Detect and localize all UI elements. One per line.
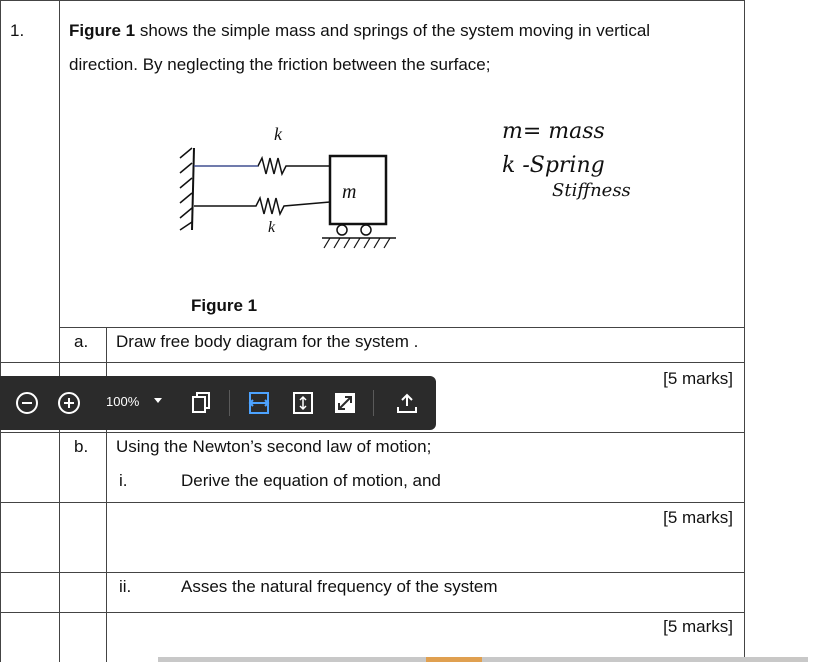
part-a-label: a. — [74, 332, 89, 351]
table-col-divider — [59, 0, 60, 662]
pdf-toolbar — [0, 376, 436, 430]
fit-width-icon — [247, 391, 271, 415]
fit-page-button[interactable] — [290, 390, 316, 416]
wheel-right — [361, 225, 371, 235]
part-bi-label: i. — [119, 471, 128, 490]
legend-k2: Stiffness — [552, 180, 631, 201]
part-bii-marks: [5 marks] — [663, 617, 733, 636]
spring-mass-figure — [170, 118, 410, 258]
row-divider-1 — [59, 327, 745, 328]
toolbar-separator — [229, 390, 230, 416]
row-divider-5 — [0, 572, 745, 573]
row-divider-4 — [0, 502, 745, 503]
fit-width-button[interactable] — [246, 390, 272, 416]
table-border-left — [0, 0, 1, 662]
fullscreen-button[interactable] — [332, 390, 358, 416]
part-bi-text: Derive the equation of motion, and — [181, 471, 441, 490]
zoom-out-button[interactable] — [14, 390, 40, 416]
part-bii-label: ii. — [119, 577, 132, 596]
wheel-left — [337, 225, 347, 235]
zoom-in-button[interactable] — [56, 390, 82, 416]
horizontal-scrollbar[interactable] — [158, 657, 808, 662]
label-k-top: k — [274, 124, 282, 144]
label-mass: m — [342, 181, 357, 203]
part-a-text: Draw free body diagram for the system . — [116, 332, 419, 351]
fit-page-icon — [291, 391, 315, 415]
copy-icon — [190, 391, 212, 415]
wall-hatch — [180, 148, 192, 230]
table-border-right — [744, 0, 745, 662]
question-number: 1. — [10, 21, 25, 40]
label-k-bottom: k — [268, 219, 276, 236]
figure-caption: Figure 1 — [191, 296, 258, 315]
zoom-out-icon — [15, 391, 39, 415]
question-intro-line2: direction. By neglecting the friction between the surface; — [69, 55, 491, 74]
intro-text: shows the simple mass and springs of the system moving in vertical — [135, 21, 651, 40]
zoom-dropdown-icon[interactable] — [154, 398, 162, 403]
figure-ref: Figure 1 — [69, 21, 136, 40]
zoom-in-icon — [57, 391, 81, 415]
mass-block — [330, 156, 386, 224]
upload-button[interactable] — [394, 390, 420, 416]
scrollbar-thumb[interactable] — [426, 657, 482, 662]
copy-button[interactable] — [188, 390, 214, 416]
row-divider-3 — [0, 432, 745, 433]
part-b-text: Using the Newton’s second law of motion; — [116, 437, 432, 456]
toolbar-separator — [373, 390, 374, 416]
table-border-top — [0, 0, 745, 1]
part-b-label: b. — [74, 437, 89, 456]
part-bi-marks: [5 marks] — [663, 508, 733, 527]
row-divider-6 — [0, 612, 745, 613]
fullscreen-icon — [333, 391, 357, 415]
part-a-marks: [5 marks] — [663, 369, 733, 388]
wall — [192, 148, 194, 230]
question-intro — [69, 21, 650, 41]
spring-bottom — [194, 198, 330, 214]
upload-icon — [395, 391, 419, 415]
legend-annotation — [498, 112, 668, 212]
row-divider-2 — [0, 362, 745, 363]
legend-k: k -Spring — [502, 153, 605, 178]
ground-hatch — [324, 238, 390, 248]
zoom-level[interactable]: 100% — [106, 394, 140, 409]
legend-m: m= mass — [502, 119, 605, 144]
part-bii-text: Asses the natural frequency of the system — [181, 577, 498, 596]
